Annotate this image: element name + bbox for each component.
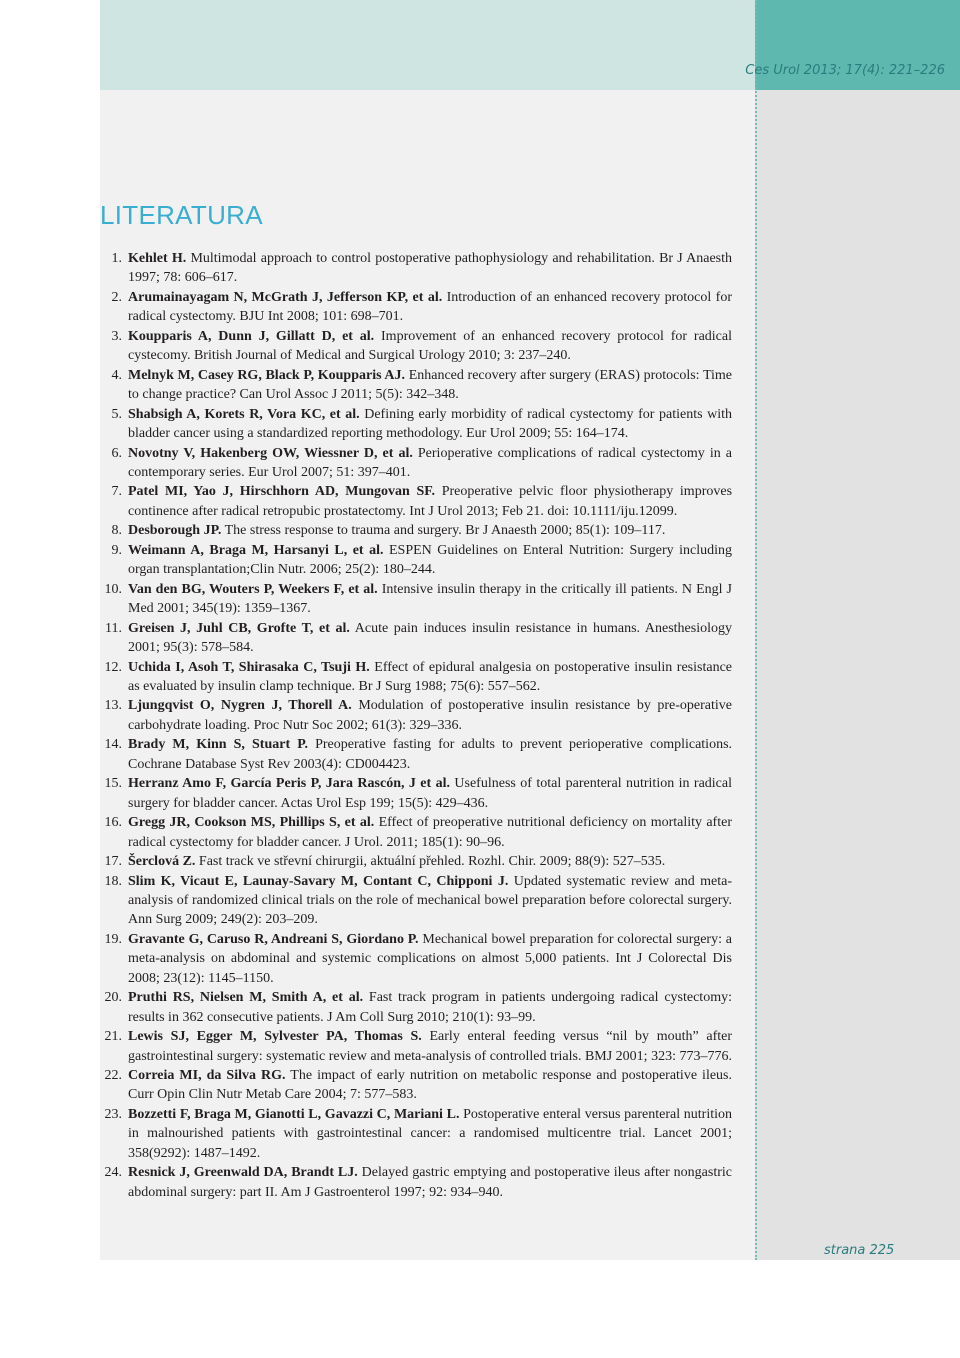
- reference-authors: Herranz Amo F, García Peris P, Jara Rascón, J et al.: [128, 776, 450, 792]
- reference-number: 20.: [104, 990, 122, 1006]
- reference-text: Introduction of an enhanced recovery protocol for radical cystectomy. BJU Int 2008; 101: 698–701.: [128, 289, 733, 325]
- reference-text: Fast track ve střevní chirurgii, aktuální přehled. Rozhl. Chir. 2009; 88(9): 527–535.: [198, 854, 666, 870]
- reference-authors: Kehlet H.: [128, 251, 187, 266]
- header-band: [100, 0, 755, 90]
- reference-item: [100, 1066, 732, 1105]
- reference-body: [128, 288, 732, 327]
- reference-number: 9.: [111, 542, 122, 558]
- reference-number: 7.: [111, 484, 122, 500]
- reference-item: [100, 872, 732, 930]
- reference-body: [128, 619, 732, 658]
- reference-item: [100, 619, 732, 658]
- reference-item: [100, 405, 732, 444]
- reference-body: [128, 1105, 732, 1163]
- reference-number: 16.: [104, 815, 122, 831]
- reference-list: [100, 249, 732, 1202]
- reference-item: [100, 988, 732, 1027]
- reference-item: [100, 580, 732, 619]
- reference-body: [128, 930, 732, 988]
- reference-text: The impact of early nutrition on metabolic response and postoperative ileus. Curr Opin Clin Nutr Metab Care 2004; 7: 577–583.: [128, 1068, 732, 1103]
- reference-item: [100, 813, 732, 852]
- reference-number: 23.: [104, 1106, 122, 1122]
- reference-number: 18.: [104, 873, 122, 889]
- reference-item: [100, 735, 732, 774]
- reference-authors: Lewis SJ, Egger M, Sylvester PA, Thomas S.: [128, 1029, 422, 1045]
- reference-text: Enhanced recovery after surgery (ERAS) protocols: Time to change practice? Can Urol Assoc J 2011; 5(5): 342–348.: [128, 367, 733, 403]
- reference-item: [100, 1027, 732, 1066]
- reference-text: Fast track program in patients undergoing radical cystectomy: results in 362 consecutive patients. J Am Coll Surg 2010; 210(1): 93–99.: [128, 990, 732, 1025]
- reference-body: [128, 813, 732, 852]
- reference-item: [100, 658, 732, 697]
- reference-text: Delayed gastric emptying and postoperative ileus after nongastric abdominal surgery: part II. Am J Gastroenterol 1997; 92: 934–940.: [128, 1165, 732, 1200]
- reference-authors: Bozzetti F, Braga M, Gianotti L, Gavazzi C, Mariani L.: [128, 1106, 460, 1122]
- reference-number: 14.: [104, 737, 122, 753]
- reference-body: [128, 327, 732, 366]
- section-title: LITERATURA: [100, 200, 263, 230]
- reference-number: 2.: [111, 289, 122, 305]
- reference-number: 19.: [104, 931, 122, 947]
- reference-text: Intensive insulin therapy in the critically ill patients. N Engl J Med 2001; 345(19): 1359–1367.: [128, 581, 732, 617]
- reference-body: [128, 1027, 732, 1066]
- reference-authors: Slim K, Vicaut E, Launay-Savary M, Contant C, Chipponi J.: [128, 873, 509, 889]
- reference-authors: Šerclová Z.: [128, 854, 196, 870]
- reference-item: [100, 444, 732, 483]
- reference-item: [100, 288, 732, 327]
- reference-text: Multimodal approach to control postoperative pathophysiology and rehabilitation. Br J Anaesth 1997; 78: 606–617.: [128, 251, 733, 286]
- reference-authors: Ljungqvist O, Nygren J, Thorell A.: [128, 698, 352, 714]
- reference-text: Mechanical bowel preparation for colorectal surgery: a meta-analysis on abdominal and systemic complications on almost 5,000 patients. Int J Colorectal Dis 2008; 23(12): 1145–1150.: [128, 931, 733, 986]
- reference-number: 24.: [104, 1165, 122, 1181]
- reference-text: Preoperative fasting for adults to prevent perioperative complications. Cochrane Database Syst Rev 2003(4): CD004423.: [128, 737, 733, 772]
- reference-body: [128, 444, 732, 483]
- reference-item: [100, 249, 732, 288]
- reference-number: 8.: [111, 523, 122, 539]
- reference-number: 15.: [104, 776, 122, 792]
- reference-number: 5.: [111, 406, 122, 422]
- reference-body: [128, 1163, 732, 1202]
- reference-number: 4.: [111, 367, 122, 383]
- journal-citation: Ces Urol 2013; 17(4): 221–226: [745, 63, 945, 78]
- reference-item: [100, 1163, 732, 1202]
- reference-authors: Melnyk M, Casey RG, Black P, Koupparis AJ.: [128, 367, 406, 383]
- reference-text: Improvement of an enhanced recovery protocol for radical cystecomy. British Journal of Medical and Surgical Urology 2010; 3: 237–240.: [128, 328, 733, 364]
- reference-authors: Pruthi RS, Nielsen M, Smith A, et al.: [128, 990, 364, 1006]
- reference-authors: Van den BG, Wouters P, Weekers F, et al.: [128, 581, 378, 597]
- reference-item: [100, 521, 732, 540]
- reference-text: Updated systematic review and meta-analysis of randomized clinical trials on the role of mechanical bowel preparation before colorectal surgery. Ann Surg 2009; 249(2): 203–209.: [128, 873, 733, 928]
- reference-authors: Gravante G, Caruso R, Andreani S, Giordano P.: [128, 931, 419, 947]
- reference-body: [128, 580, 732, 619]
- side-margin: [755, 90, 960, 1260]
- reference-text: Early enteral feeding versus “nil by mouth” after gastrointestinal surgery: systematic review and meta-analysis of controlled trials. BMJ 2001; 323: 773–776.: [128, 1029, 733, 1064]
- reference-item: [100, 852, 732, 871]
- reference-text: The stress response to trauma and surgery. Br J Anaesth 2000; 85(1): 109–117.: [224, 523, 666, 539]
- reference-item: [100, 1105, 732, 1163]
- reference-item: [100, 696, 732, 735]
- reference-body: [128, 366, 732, 405]
- reference-body: [128, 696, 732, 735]
- reference-body: [128, 872, 732, 930]
- reference-number: 11.: [105, 620, 122, 636]
- reference-body: [128, 1066, 732, 1105]
- reference-text: Usefulness of total parenteral nutrition in radical surgery for bladder cancer. Actas Urol Esp 199; 15(5): 429–436.: [128, 776, 733, 811]
- reference-authors: Greisen J, Juhl CB, Grofte T, et al.: [128, 620, 350, 636]
- reference-number: 22.: [104, 1068, 122, 1084]
- reference-body: [128, 249, 732, 288]
- reference-text: ESPEN Guidelines on Enteral Nutrition: Surgery including organ transplantation;Clin Nutr. 2006; 25(2): 180–244.: [128, 542, 733, 578]
- reference-text: Effect of epidural analgesia on postoperative insulin resistance as evaluated by insulin clamp technique. Br J Surg 1988; 75(6): 557–562.: [128, 659, 732, 694]
- reference-authors: Novotny V, Hakenberg OW, Wiessner D, et al.: [128, 445, 413, 461]
- reference-authors: Resnick J, Greenwald DA, Brandt LJ.: [128, 1165, 358, 1181]
- reference-number: 17.: [104, 854, 122, 870]
- reference-item: [100, 774, 732, 813]
- reference-text: Acute pain induces insulin resistance in humans. Anesthesiology 2001; 95(3): 578–584.: [128, 620, 732, 656]
- reference-item: [100, 366, 732, 405]
- reference-text: Perioperative complications of radical cystectomy in a contemporary series. Eur Urol 2007; 51: 397–401.: [128, 445, 733, 480]
- reference-authors: Uchida I, Asoh T, Shirasaka C, Tsuji H.: [128, 659, 370, 675]
- reference-body: [128, 852, 732, 871]
- reference-authors: Arumainayagam N, McGrath J, Jefferson KP, et al.: [128, 289, 443, 305]
- reference-text: Effect of preoperative nutritional deficiency on mortality after radical cystectomy for bladder cancer. J Urol. 2011; 185(1): 90–96.: [128, 815, 732, 850]
- reference-text: Preoperative pelvic floor physiotherapy improves continence after radical retropubic prostatectomy. Int J Urol 2013; Feb 21. doi: 10.1111/iju.12099.: [128, 484, 733, 519]
- reference-body: [128, 735, 732, 774]
- reference-body: [128, 482, 732, 521]
- reference-body: [128, 658, 732, 697]
- reference-authors: Gregg JR, Cookson MS, Phillips S, et al.: [128, 815, 375, 831]
- reference-body: [128, 774, 732, 813]
- reference-number: 12.: [104, 659, 122, 675]
- reference-text: Postoperative enteral versus parenteral nutrition in malnourished patients with gastrointestinal cancer: a randomised multicentre trial. Lancet 2001; 358(9292): 1487–1492.: [128, 1106, 733, 1161]
- reference-authors: Weimann A, Braga M, Harsanyi L, et al.: [128, 542, 384, 558]
- reference-authors: Patel MI, Yao J, Hirschhorn AD, Mungovan SF.: [128, 484, 436, 500]
- reference-item: [100, 930, 732, 988]
- reference-body: [128, 405, 732, 444]
- page-number: strana 225: [824, 1243, 895, 1258]
- reference-item: [100, 541, 732, 580]
- reference-number: 21.: [104, 1029, 122, 1045]
- reference-authors: Koupparis A, Dunn J, Gillatt D, et al.: [128, 328, 375, 344]
- reference-body: [128, 521, 732, 540]
- reference-text: Modulation of postoperative insulin resistance by pre-operative carbohydrate loading. Proc Nutr Soc 2002; 61(3): 329–336.: [128, 698, 733, 733]
- reference-number: 13.: [104, 698, 122, 714]
- reference-item: [100, 482, 732, 521]
- reference-body: [128, 541, 732, 580]
- reference-authors: Desborough JP.: [128, 523, 222, 539]
- reference-number: 10.: [104, 581, 122, 597]
- reference-number: 3.: [111, 328, 122, 344]
- reference-authors: Brady M, Kinn S, Stuart P.: [128, 737, 308, 753]
- reference-authors: Correia MI, da Silva RG.: [128, 1068, 286, 1084]
- dotted-divider: [755, 0, 757, 1260]
- reference-text: Defining early morbidity of radical cystectomy for patients with bladder cancer using a standardized reporting methodology. Eur Urol 2009; 55: 164–174.: [128, 406, 732, 442]
- reference-number: 6.: [111, 445, 122, 461]
- reference-item: [100, 327, 732, 366]
- reference-body: [128, 988, 732, 1027]
- reference-authors: Shabsigh A, Korets R, Vora KC, et al.: [128, 406, 360, 422]
- reference-number: 1.: [111, 251, 122, 266]
